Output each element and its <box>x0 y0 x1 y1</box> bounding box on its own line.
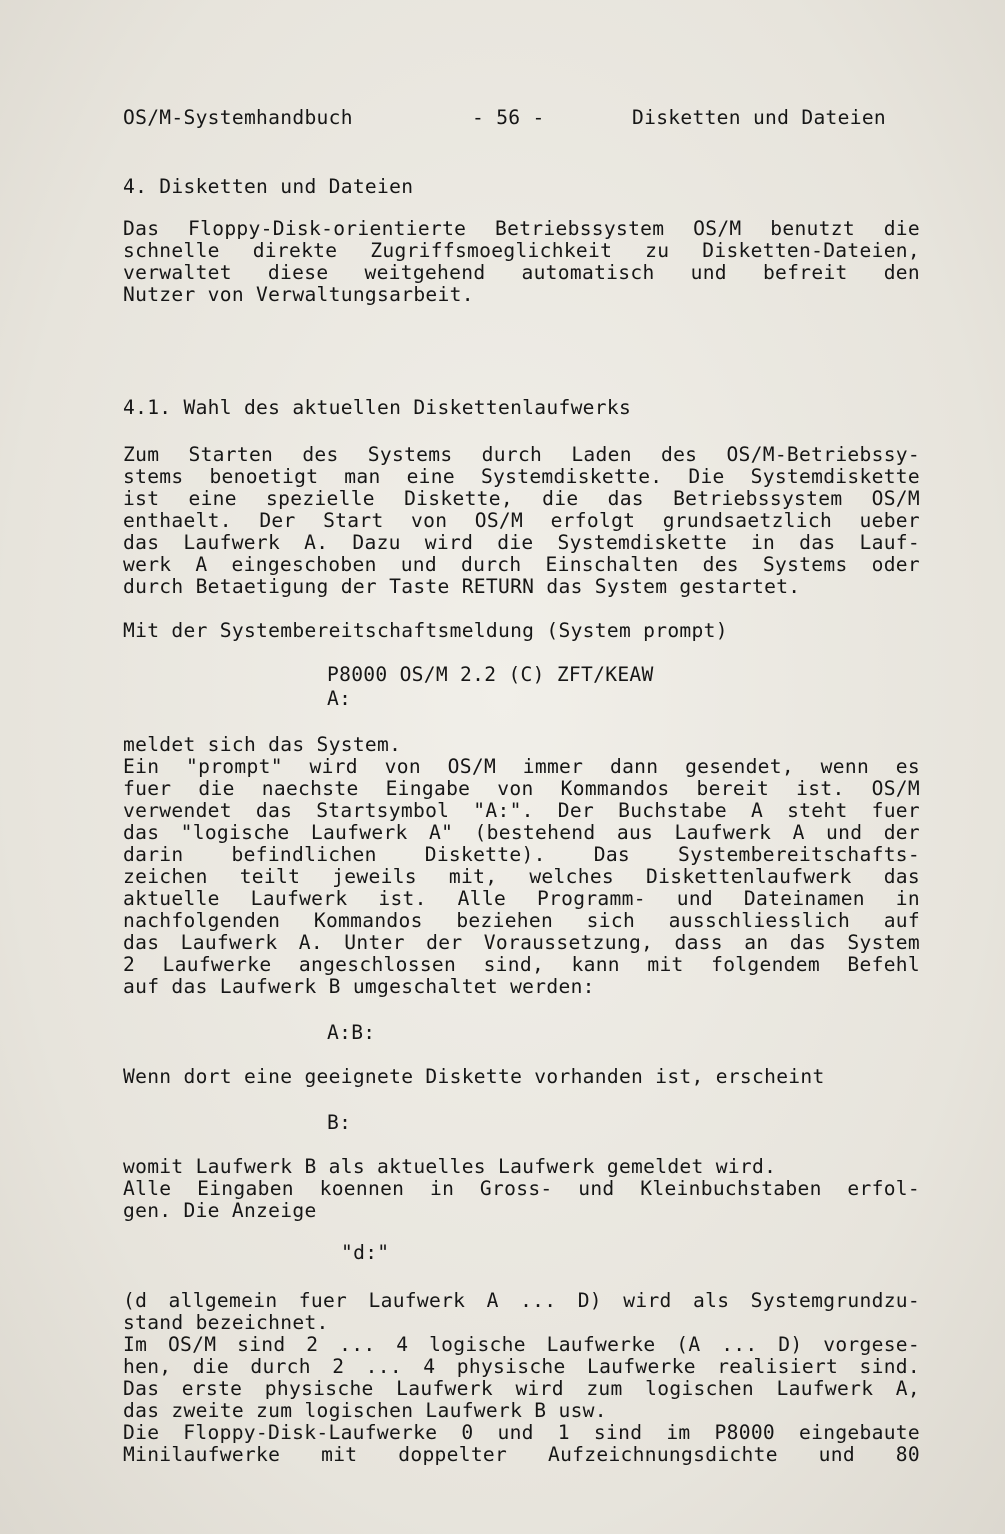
intro-line-1: Das Floppy-Disk-orientierte Betriebssystem OS/M benutzt die <box>123 217 920 240</box>
intro-line-2: schnelle direkte Zugriffsmoeglichkeit zu Disketten-Dateien, <box>123 239 920 262</box>
para2-line-12: auf das Laufwerk B umgeschaltet werden: <box>123 975 595 998</box>
para4-line-2: Alle Eingaben koennen in Gross- und Kleinbuchstaben erfol- <box>123 1177 920 1200</box>
para6-line-1: Im OS/M sind 2 ... 4 logische Laufwerke (A ... D) vorgese- <box>123 1333 920 1356</box>
para2-line-9: nachfolgenden Kommandos beziehen sich ausschliesslich auf <box>123 909 920 932</box>
command-ab: A:B: <box>327 1021 376 1044</box>
prompt-banner: P8000 OS/M 2.2 (C) ZFT/KEAW <box>327 663 654 686</box>
running-header-left: OS/M-Systemhandbuch <box>123 106 353 129</box>
para2-line-8: aktuelle Laufwerk ist. Alle Programm- und Dateinamen in <box>123 887 920 910</box>
para7-line-2: Minilaufwerke mit doppelter Aufzeichnungsdichte und 80 <box>123 1443 920 1466</box>
intro-line-4: Nutzer von Verwaltungsarbeit. <box>123 283 474 306</box>
para1-line-4: enthaelt. Der Start von OS/M erfolgt grundsaetzlich ueber <box>123 509 920 532</box>
para1-line-1: Zum Starten des Systems durch Laden des OS/M-Betriebssy- <box>123 443 920 466</box>
para2-line-6: darin befindlichen Diskette). Das Systembereitschafts- <box>123 843 920 866</box>
para5-line-1: (d allgemein fuer Laufwerk A ... D) wird als Systemgrundzu- <box>123 1289 920 1312</box>
para1-line-7: durch Betaetigung der Taste RETURN das System gestartet. <box>123 575 801 598</box>
para2-line-10: das Laufwerk A. Unter der Voraussetzung, dass an das System <box>123 931 920 954</box>
para6-line-2: hen, die durch 2 ... 4 physische Laufwerke realisiert sind. <box>123 1355 920 1378</box>
intro-line-3: verwaltet diese weitgehend automatisch und befreit den <box>123 261 920 284</box>
section-title: 4. Disketten und Dateien <box>123 175 414 198</box>
para5-line-2: stand bezeichnet. <box>123 1311 329 1334</box>
para6-line-4: das zweite zum logischen Laufwerk B usw. <box>123 1399 607 1422</box>
para3-line: Wenn dort eine geeignete Diskette vorhanden ist, erscheint <box>123 1065 825 1088</box>
para6-line-3: Das erste physische Laufwerk wird zum logischen Laufwerk A, <box>123 1377 920 1400</box>
page-number: - 56 - <box>472 106 545 129</box>
para7-line-1: Die Floppy-Disk-Laufwerke 0 und 1 sind im P8000 eingebaute <box>123 1421 920 1444</box>
para2-line-5: das "logische Laufwerk A" (bestehend aus Laufwerk A und der <box>123 821 920 844</box>
display-d: "d:" <box>341 1241 390 1264</box>
subsection-title: 4.1. Wahl des aktuellen Diskettenlaufwerks <box>123 396 632 419</box>
para1-line-2: stems benoetigt man eine Systemdiskette. Die Systemdiskette <box>123 465 920 488</box>
para2-line-1: meldet sich das System. <box>123 733 402 756</box>
para1-line-3: ist eine spezielle Diskette, die das Betriebssystem OS/M <box>123 487 920 510</box>
para1-line-5: das Laufwerk A. Dazu wird die Systemdiskette in das Lauf- <box>123 531 920 554</box>
para2-line-2: Ein "prompt" wird von OS/M immer dann gesendet, wenn es <box>123 755 920 778</box>
para4-line-1: womit Laufwerk B als aktuelles Laufwerk gemeldet wird. <box>123 1155 777 1178</box>
prompt-b: B: <box>327 1111 352 1134</box>
para2-line-7: zeichen teilt jeweils mit, welches Diskettenlaufwerk das <box>123 865 920 888</box>
running-header-right: Disketten und Dateien <box>632 106 887 129</box>
para2-line-11: 2 Laufwerke angeschlossen sind, kann mit folgendem Befehl <box>123 953 920 976</box>
para2-line-3: fuer die naechste Eingabe von Kommandos bereit ist. OS/M <box>123 777 920 800</box>
para2-line-4: verwendet das Startsymbol "A:". Der Buchstabe A steht fuer <box>123 799 920 822</box>
prompt-a: A: <box>327 687 352 710</box>
para1-line-6: werk A eingeschoben und durch Einschalten des Systems oder <box>123 553 920 576</box>
prompt-intro: Mit der Systembereitschaftsmeldung (System prompt) <box>123 619 728 642</box>
para4-line-3: gen. Die Anzeige <box>123 1199 317 1222</box>
